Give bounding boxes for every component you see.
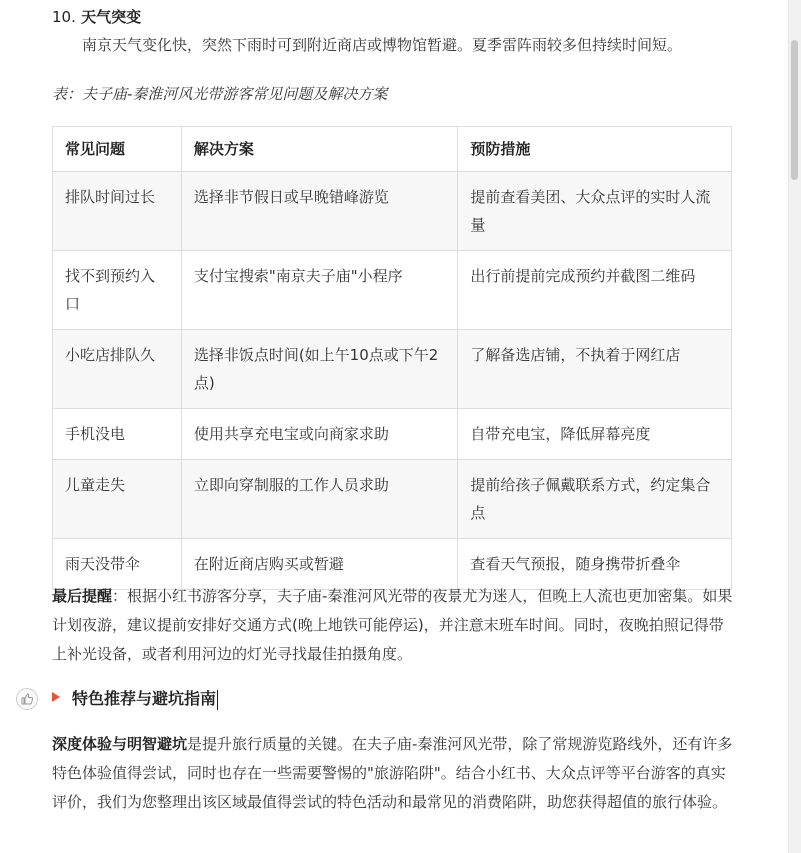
table-cell: 查看天气预报，随身携带折叠伞: [458, 539, 732, 590]
table-header-cell: 常见问题: [53, 127, 182, 172]
table-cell: 儿童走失: [53, 460, 182, 539]
text-cursor: [217, 690, 218, 710]
table-cell: 支付宝搜索"南京夫子庙"小程序: [181, 251, 458, 330]
section-number: 10.: [52, 8, 76, 26]
table-cell: 找不到预约入口: [53, 251, 182, 330]
table-row: [53, 330, 732, 409]
subheading-title[interactable]: [72, 686, 218, 710]
table-cell: 了解备选店铺，不执着于网红店: [458, 330, 732, 409]
table-header-row: [53, 127, 732, 172]
table-cell: 自带充电宝，降低屏幕亮度: [458, 409, 732, 460]
table-row: [53, 251, 732, 330]
subheading-row: [52, 686, 732, 716]
red-triangle-icon: [52, 692, 60, 702]
table-header-cell: 解决方案: [181, 127, 458, 172]
table-row: [53, 460, 732, 539]
section-heading: [52, 6, 141, 27]
section-title: 天气突变: [81, 8, 142, 26]
scrollbar-thumb[interactable]: [791, 40, 798, 180]
table-row: [53, 409, 732, 460]
section-body: 南京天气变化快，突然下雨时可到附近商店或博物馆暂避。夏季雷阵雨较多但持续时间短。: [82, 36, 683, 54]
table-cell: 立即向穿制服的工作人员求助: [181, 460, 458, 539]
table-cell: 在附近商店购买或暂避: [181, 539, 458, 590]
faq-table: [52, 126, 732, 590]
table-cell: 提前给孩子佩戴联系方式，约定集合点: [458, 460, 732, 539]
table-caption: 表：夫子庙-秦淮河风光带游客常见问题及解决方案: [52, 85, 388, 103]
table-cell: 雨天没带伞: [53, 539, 182, 590]
table-cell: 选择非饭点时间(如上午10点或下午2点): [181, 330, 458, 409]
reminder-text: ：根据小红书游客分享，夫子庙-秦淮河风光带的夜景尤为迷人，但晚上人流也更加密集。如果计划夜游，建议提前安排好交通方式(晚上地铁可能停运)，并注意末班车时间。同时，夜晚拍照记得带上补光设备，或者利用河边的灯光寻找最佳拍摄角度。: [52, 587, 733, 663]
table-header-cell: 预防措施: [458, 127, 732, 172]
reminder-label: 最后提醒: [52, 587, 113, 605]
intro-paragraph: [52, 730, 734, 817]
table-cell: 使用共享充电宝或向商家求助: [181, 409, 458, 460]
table-cell: 手机没电: [53, 409, 182, 460]
table-cell: 提前查看美团、大众点评的实时人流量: [458, 172, 732, 251]
table-cell: 小吃店排队久: [53, 330, 182, 409]
table-cell: 选择非节假日或早晚错峰游览: [181, 172, 458, 251]
subheading-text: 特色推荐与避坑指南: [72, 689, 217, 708]
final-reminder: [52, 582, 734, 669]
table-row: [53, 172, 732, 251]
thumbs-up-icon[interactable]: [16, 688, 38, 710]
table-cell: 排队时间过长: [53, 172, 182, 251]
table-cell: 出行前提前完成预约并截图二维码: [458, 251, 732, 330]
vertical-scrollbar[interactable]: [788, 0, 801, 853]
intro-text: 是提升旅行质量的关键。在夫子庙-秦淮河风光带，除了常规游览路线外，还有许多特色体验值得尝试，同时也存在一些需要警惕的"旅游陷阱"。结合小红书、大众点评等平台游客的真实评价，我们为您整理出该区域最值得尝试的特色活动和最常见的消费陷阱，助您获得超值的旅行体验。: [52, 735, 733, 811]
intro-bold: 深度体验与明智避坑: [52, 735, 188, 753]
